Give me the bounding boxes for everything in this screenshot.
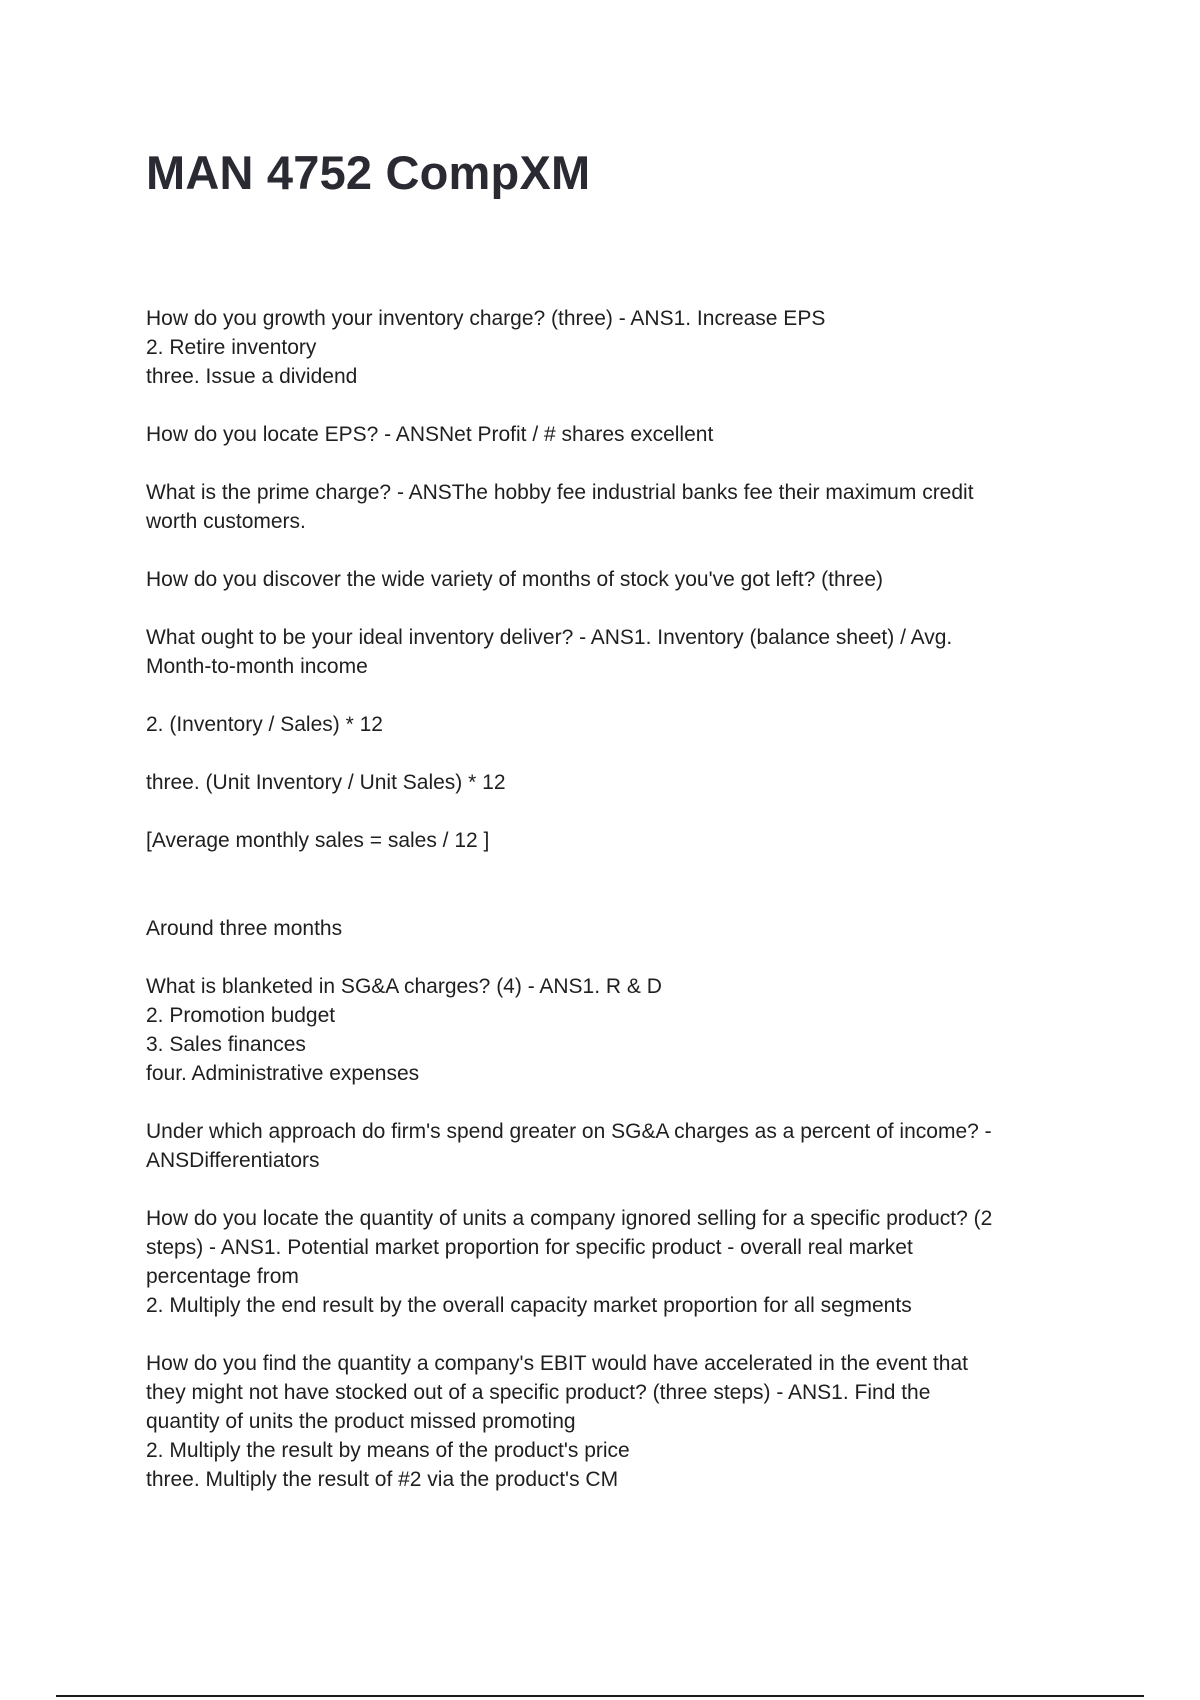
text-line: three. Issue a dividend <box>146 365 358 388</box>
text-line: three. Multiply the result of #2 via the product's CM <box>146 1468 619 1491</box>
text-line: [Average monthly sales = sales / 12 ] <box>146 829 490 852</box>
text-line: How do you growth your inventory charge? (three) - ANS1. Increase EPS <box>146 307 826 330</box>
text-line: quantity of units the product missed promoting <box>146 1410 576 1433</box>
text-line: 3. Sales finances <box>146 1033 306 1056</box>
text-line: Month-to-month income <box>146 655 368 678</box>
text-line: What is the prime charge? - ANSThe hobby fee industrial banks fee their maximum credit <box>146 481 974 504</box>
text-line: 2. Promotion budget <box>146 1004 336 1027</box>
footer-divider <box>56 1695 1144 1697</box>
text-line: ANSDifferentiators <box>146 1149 320 1172</box>
text-line: Under which approach do firm's spend greater on SG&A charges as a percent of income? - <box>146 1120 992 1143</box>
text-line: What is blanketed in SG&A charges? (4) - ANS1. R & D <box>146 975 662 998</box>
text-line: How do you find the quantity a company's EBIT would have accelerated in the event that <box>146 1352 968 1375</box>
text-line: worth customers. <box>146 510 306 533</box>
text-line: 2. Multiply the end result by the overall capacity market proportion for all segments <box>146 1294 912 1317</box>
text-line: 2. Multiply the result by means of the product's price <box>146 1439 630 1462</box>
text-line: How do you locate EPS? - ANSNet Profit / # shares excellent <box>146 423 714 446</box>
text-line: three. (Unit Inventory / Unit Sales) * 12 <box>146 771 506 794</box>
text-line: steps) - ANS1. Potential market proportion for specific product - overall real market <box>146 1236 913 1259</box>
text-line: 2. Retire inventory <box>146 336 317 359</box>
text-line: How do you locate the quantity of units a company ignored selling for a specific product? (2 <box>146 1207 993 1230</box>
text-line: four. Administrative expenses <box>146 1062 420 1085</box>
text-line: they might not have stocked out of a specific product? (three steps) - ANS1. Find the <box>146 1381 931 1404</box>
text-line: Around three months <box>146 917 343 940</box>
document-title: MAN 4752 CompXM <box>146 146 591 199</box>
text-line: How do you discover the wide variety of months of stock you've got left? (three) <box>146 568 884 591</box>
text-line: percentage from <box>146 1265 299 1288</box>
text-line: 2. (Inventory / Sales) * 12 <box>146 713 383 736</box>
text-line: What ought to be your ideal inventory deliver? - ANS1. Inventory (balance sheet) / Avg. <box>146 626 953 649</box>
document-body <box>146 304 1046 1494</box>
